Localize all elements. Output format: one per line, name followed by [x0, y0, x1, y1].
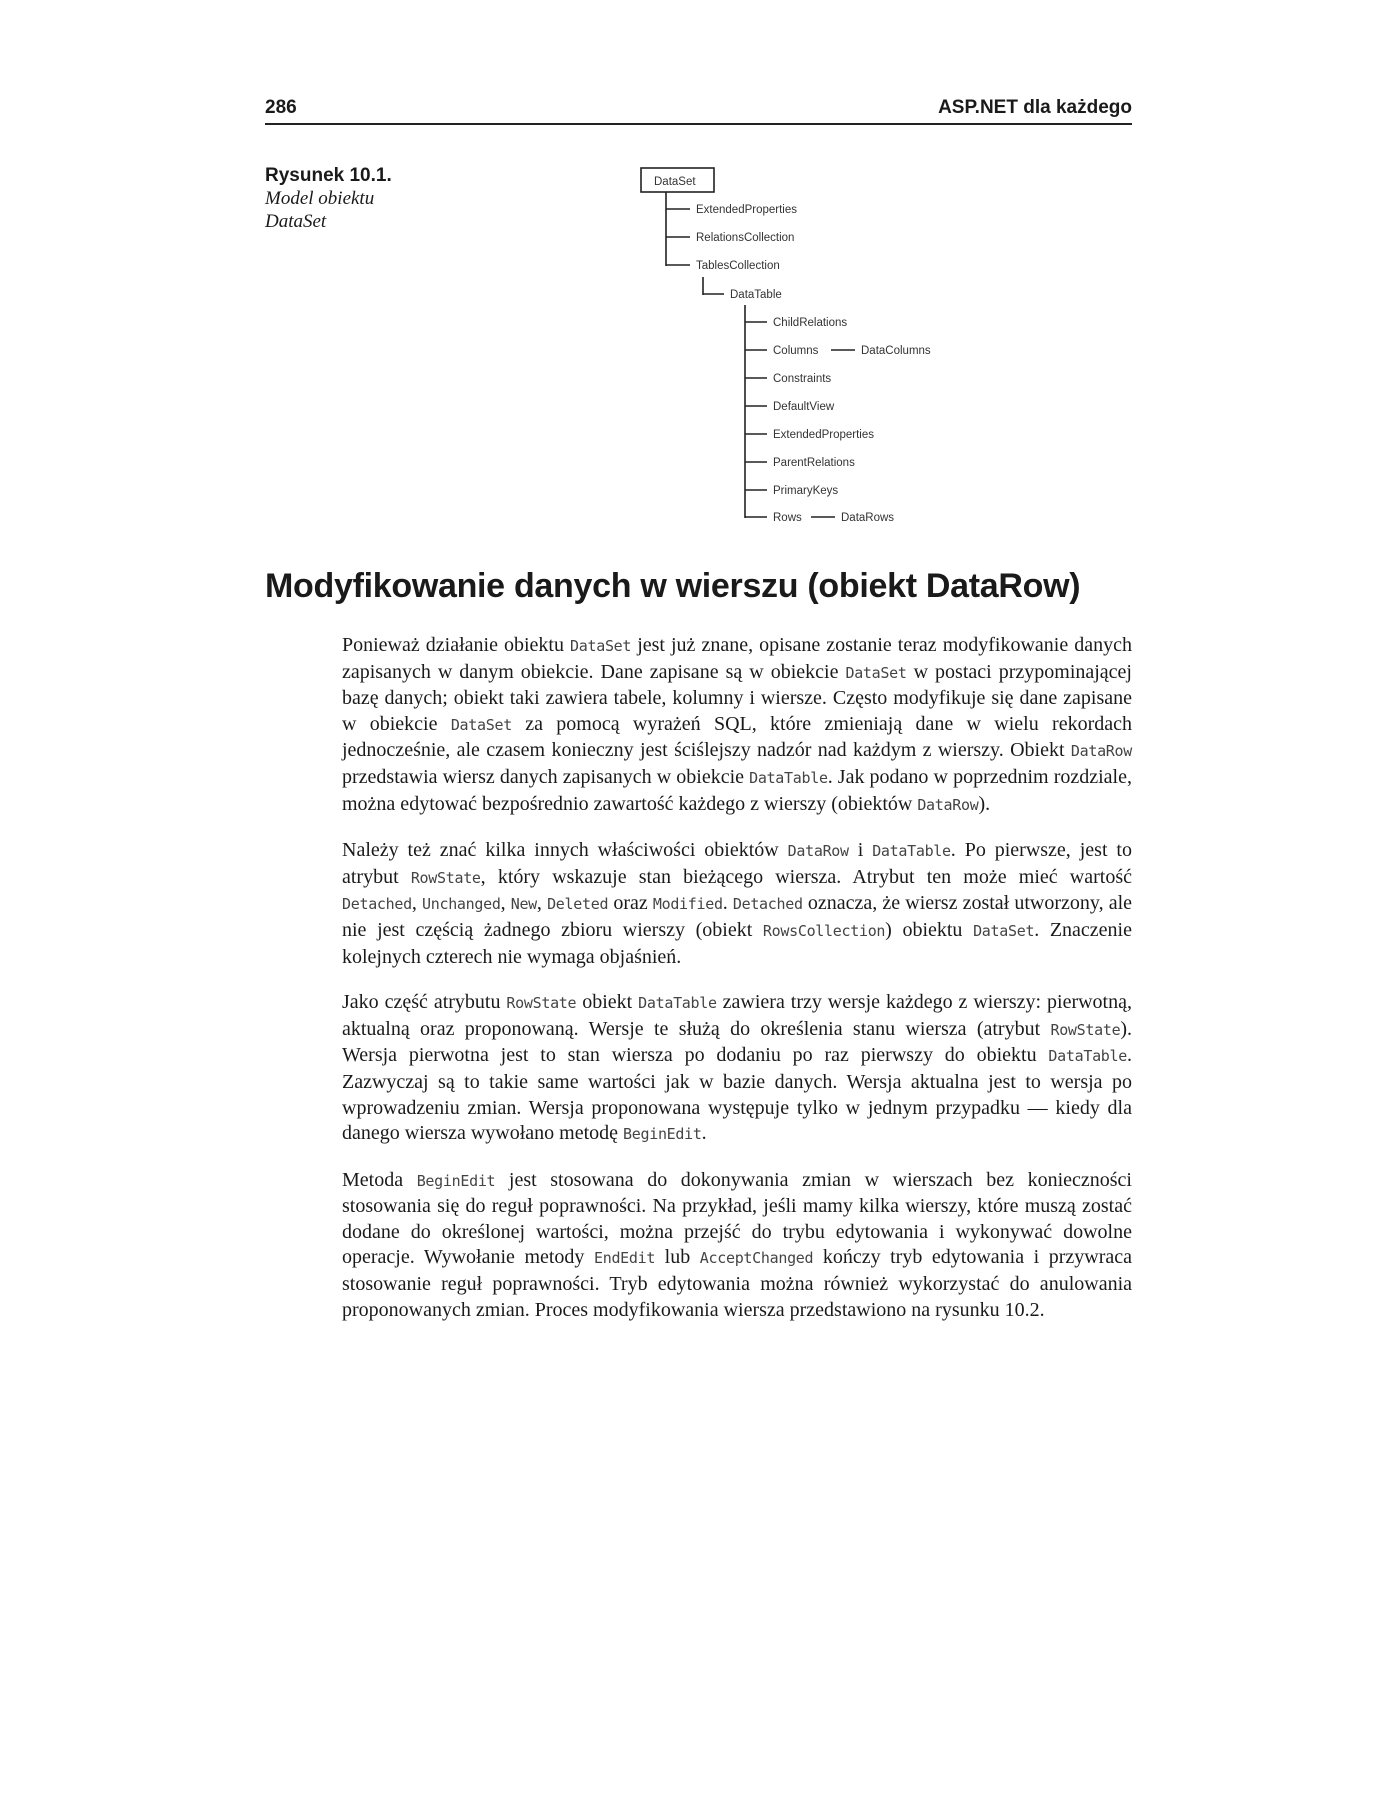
- text-run: ). Wersja pierwotna jest to stan wiersza po dodaniu po raz pierwszy do obiektu: [342, 1017, 1132, 1067]
- text-run: .: [701, 1122, 707, 1145]
- text-run: .: [722, 892, 733, 915]
- text-run: kończy tryb edytowania i przywraca stosowanie reguł poprawności. Tryb edytowania można również wykorzystać do anulowania proponowanych zmian. Proces modyfikowania wiersza przedstawiono na rysunku 10.2.: [342, 1246, 1132, 1321]
- inline-code: AcceptChanged: [699, 1249, 814, 1268]
- inline-code: BeginEdit: [416, 1171, 496, 1190]
- inline-code: DataSet: [973, 921, 1035, 940]
- inline-code: DataRow: [787, 842, 849, 861]
- tree-node-relations-collection: RelationsCollection: [696, 232, 795, 244]
- text-run: Ponieważ działanie obiektu: [342, 634, 571, 656]
- text-run: obiekt: [576, 991, 639, 1014]
- text-run: ).: [978, 792, 991, 815]
- tree-node-default-view: DefaultView: [773, 401, 835, 413]
- tree-node-rows: Rows: [773, 512, 802, 524]
- tree-node-datarows: DataRows: [841, 512, 895, 524]
- tree-node-parent-relations: ParentRelations: [773, 457, 855, 469]
- text-run: przedstawia wiersz danych zapisanych w obiekcie: [342, 765, 750, 788]
- figure-caption: Model obiektu DataSet: [265, 188, 375, 232]
- inline-code: DataRow: [1070, 742, 1132, 761]
- text-run: Metoda: [342, 1168, 417, 1191]
- text-run: Jako część atrybutu: [342, 991, 507, 1014]
- inline-code: DataSet: [845, 663, 907, 682]
- text-run: . Jak podano w poprzednim rozdziale, można edytować bezpośrednio zawartość każdego z wierszy (obiektów: [342, 765, 1132, 815]
- figure-label: Rysunek 10.1.: [265, 165, 392, 186]
- text-run: Należy też znać kilka innych właściwości obiektów: [342, 839, 788, 862]
- text-run: oznacza, że wiersz został utworzony, ale nie jest częścią żadnego zbioru wierszy (obiekt: [342, 892, 1133, 941]
- text-run: w postaci przypominającej bazę danych; obiekt taki zawiera tabele, kolumny i wiersze. Często modyfikuje się dane zapisane w obiekcie: [342, 660, 1132, 735]
- running-header-title: ASP.NET dla każdego: [938, 97, 1132, 118]
- inline-code: DataRow: [917, 795, 979, 814]
- dataset-object-model-diagram: [0, 0, 1400, 560]
- text-run: lub: [655, 1246, 700, 1269]
- text-run: ) obiektu: [885, 918, 974, 941]
- inline-code: DataTable: [1048, 1047, 1127, 1066]
- inline-code: RowState: [1050, 1020, 1121, 1039]
- tree-node-constraints: Constraints: [773, 373, 832, 385]
- inline-code: Modified: [652, 895, 723, 914]
- inline-code: DataTable: [872, 842, 951, 861]
- inline-code: RowsCollection: [762, 921, 886, 940]
- tree-node-extended-properties: ExtendedProperties: [696, 204, 798, 216]
- paragraph: [342, 838, 1132, 970]
- tree-node-columns: Columns: [773, 345, 819, 357]
- text-run: , który wskazuje stan bieżącego wiersza. Atrybut ten może mieć wartość: [480, 865, 1132, 888]
- paragraph: [342, 1168, 1132, 1324]
- inline-code: DataSet: [570, 637, 632, 655]
- inline-code: Deleted: [547, 895, 609, 914]
- tree-node-primary-keys: PrimaryKeys: [773, 485, 839, 497]
- text-run: zawiera trzy wersje każdego z wierszy: pierwotną, aktualną oraz proponowaną. Wersje te służą do określenia stanu wiersza (atrybut: [342, 991, 1132, 1040]
- text-run: ,: [411, 892, 422, 915]
- text-run: ,: [536, 892, 548, 915]
- paragraph: [342, 990, 1132, 1148]
- tree-node-datacolumns: DataColumns: [861, 345, 931, 357]
- tree-node-datatable: DataTable: [730, 289, 782, 301]
- text-run: . Znaczenie kolejnych czterech nie wymaga objaśnień.: [342, 918, 1132, 968]
- text-run: za pomocą wyrażeń SQL, które zmieniają dane w wielu rekordach jednocześnie, ale czasem konieczny jest ściślejszy nadzór nad każdym z wierszy. Obiekt: [342, 712, 1133, 762]
- text-run: oraz: [608, 892, 653, 915]
- text-run: jest stosowana do dokonywania zmian w wierszach bez konieczności stosowania się do reguł poprawności. Na przykład, jeśli mamy kilka wierszy, które muszą zostać dodane do określonej wartości, można przejść do trybu edytowania i wykonywać dowolne operacje. Wywołanie metody: [342, 1168, 1132, 1269]
- inline-code: Detached: [342, 895, 412, 914]
- inline-code: BeginEdit: [623, 1125, 702, 1144]
- inline-code: RowState: [506, 994, 577, 1013]
- text-run: . Zazwyczaj są to takie same wartości jak w bazie danych. Wersja aktualna jest to wersja po wprowadzeniu zmian. Wersja proponowana występuje tylko w jednym przypadku — kiedy dla danego wiersza wywołano metodę: [342, 1044, 1132, 1145]
- tree-node-extended-properties-table: ExtendedProperties: [773, 429, 875, 441]
- tree-node-root: DataSet: [654, 176, 696, 188]
- page-number: 286: [265, 97, 297, 118]
- inline-code: Unchanged: [422, 895, 501, 914]
- paragraph: [342, 633, 1132, 818]
- body-text: [342, 633, 1132, 1343]
- inline-code: DataTable: [749, 768, 828, 787]
- text-run: ,: [500, 892, 511, 915]
- inline-code: Detached: [732, 895, 803, 914]
- section-heading: Modyfikowanie danych w wierszu (obiekt DataRow): [265, 567, 1081, 605]
- text-run: jest już znane, opisane zostanie teraz modyfikowanie danych zapisanych w danym obiekcie. Dane zapisane są w obiekcie: [342, 634, 1133, 683]
- inline-code: DataTable: [638, 994, 717, 1013]
- tree-node-child-relations: ChildRelations: [773, 317, 848, 329]
- inline-code: DataSet: [450, 715, 512, 734]
- text-run: . Po pierwsze, jest to atrybut: [342, 839, 1132, 888]
- tree-node-tables-collection: TablesCollection: [696, 260, 780, 272]
- inline-code: New: [510, 895, 537, 914]
- text-run: i: [848, 839, 873, 862]
- inline-code: RowState: [410, 868, 481, 887]
- inline-code: EndEdit: [593, 1249, 656, 1268]
